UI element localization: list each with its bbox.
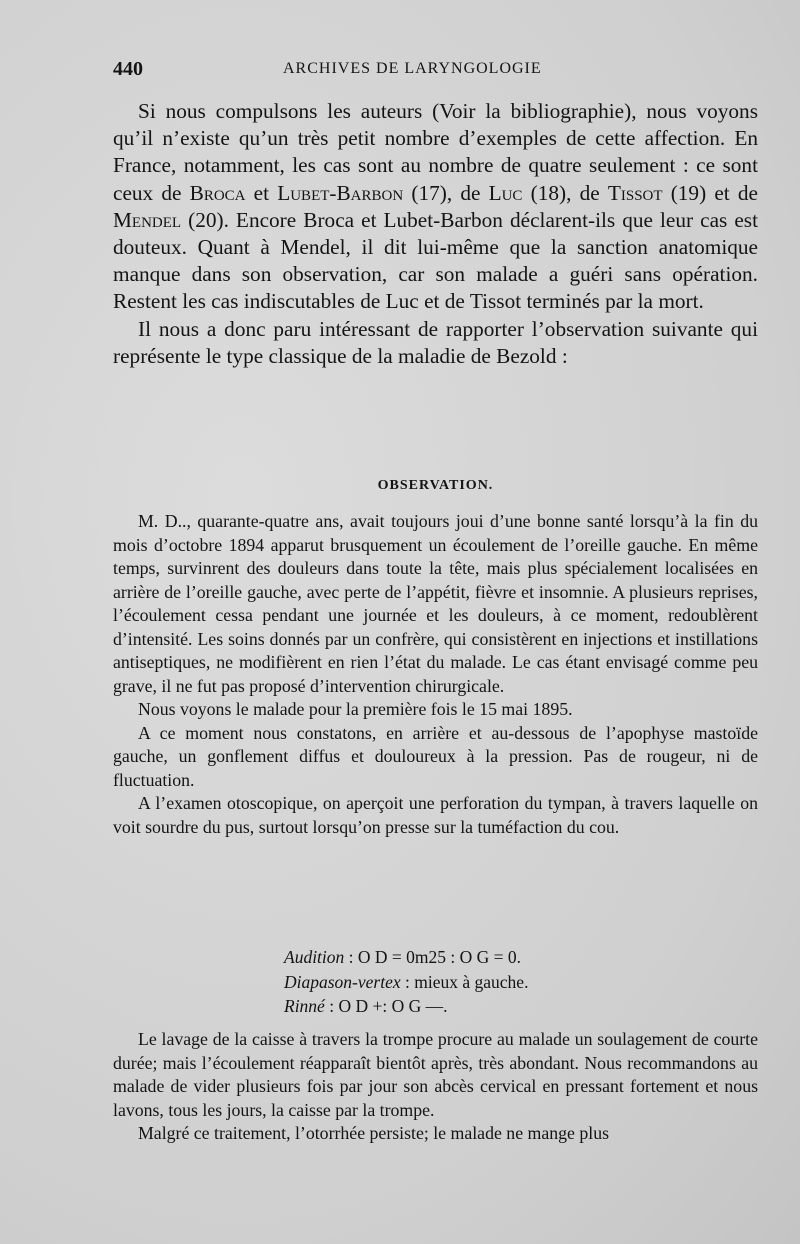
page-number: 440 [113,58,143,80]
section-title: OBSERVATION. [377,478,494,493]
diapason-line [284,970,528,995]
rinne-label: Rinné [284,996,325,1016]
observation-paragraph-1: M. D.., quarante-quatre ans, avait toujours joui d’une bonne santé lorsqu’à la fin du mois d’octobre 1894 apparut brusquement un écoulement de l’oreille gauche. En même temps, survinrent des douleurs dans toute la tête, mais plus spécialement localisées en arrière de l’oreille gauche, avec perte de l’appétit, fièvre et insomnie. A plusieurs reprises, l’écoulement cessa pendant une journée et les douleurs, à ce moment, redoublèrent d’intensité. Les soins donnés par un confrère, qui consistèrent en injections et instillations antiseptiques, ne modifièrent en rien l’état du malade. Le cas étant envisagé comme peu grave, il ne fut pas proposé d’intervention chirurgicale. [113,511,758,696]
text-run: (20). Encore Broca et Lubet-Barbon déclarent-ils que leur cas est douteux. Quant à Mendel, il dit lui-même que la sanction anatomique manque dans son observation, car son malade a guéri sans opération. Restent les cas indiscutables de Luc et de Tissot terminés par la mort. [113,207,758,314]
observation-section-2 [113,1028,758,1146]
author-luc: Luc [488,180,523,205]
author-broca: Broca [189,180,246,205]
rinne-line [284,994,528,1019]
observation-section-1 [113,510,758,839]
observation-paragraph-2: Nous voyons le malade pour la première fois le 15 mai 1895. [138,699,573,719]
observation-paragraph-6: Malgré ce traitement, l’otorrhée persiste; le malade ne mange plus [138,1123,610,1143]
diapason-value: : mieux à gauche. [400,971,529,992]
text-run: (19) et de [662,180,758,205]
running-head: ARCHIVES DE LARYNGOLOGIE [283,60,542,77]
observation-paragraph-3: A ce moment nous constatons, en arrière et au-dessous de l’apophyse mastoïde gauche, un gonflement diffus et douloureux à la pression. Pas de rougeur, ni de fluctuation. [113,722,758,790]
intro-paragraph-1 [113,98,758,316]
text-run: et [245,180,278,205]
diapason-label: Diapason-vertex [284,971,401,992]
text-run: (18), de [522,180,608,205]
observation-paragraph-5: Le lavage de la caisse à travers la trompe procure au malade un soulagement de courte durée; mais l’écoulement réapparaît bientôt après, très abondant. Nous recommandons au malade de vider plusieurs fois par jour son abcès cervical en pressant fortement et nous lavons, tous les jours, la caisse par la trompe. [113,1029,758,1120]
page-header [113,58,758,86]
intro-section [113,98,758,370]
author-tissot: Tissot [607,180,663,205]
text-run: (17), de [403,180,489,205]
audition-value: : O D = 0m25 : O G = 0. [344,947,522,967]
author-lubet-barbon: Lubet-Barbon [277,180,404,205]
intro-paragraph-2: Il nous a donc paru intéressant de rapporter l’observation suivante qui représente le type classique de la maladie de Bezold : [113,316,758,368]
text-run: Si nous compulsons les auteurs (Voir la bibliographie), nous voyons qu’il n’existe qu’un très petit nombre d’exemples de cette affection. En France, notamment, les cas sont au nombre de quatre seulement : ce sont ceux de [113,99,758,205]
rinne-value: : O D +: O G —. [324,996,448,1016]
author-mendel: Mendel [113,207,182,232]
observation-paragraph-4: A l’examen otoscopique, on aperçoit une perforation du tympan, à travers laquelle on voit sourdre du pus, surtout lorsqu’on presse sur la tuméfaction du cou. [113,793,758,837]
audition-label: Audition [284,947,345,967]
audition-line [284,945,528,970]
hearing-tests [284,945,528,1019]
